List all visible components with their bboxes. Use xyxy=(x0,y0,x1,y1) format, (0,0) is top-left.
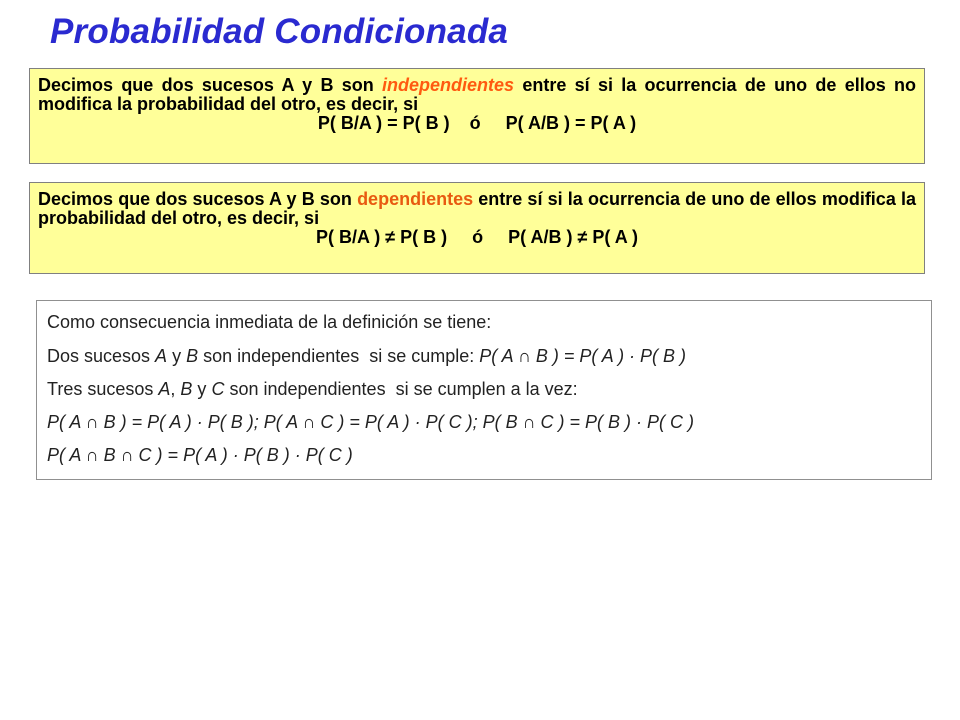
text-segment: y xyxy=(167,346,187,366)
formula-triple xyxy=(47,439,921,472)
event-b: B xyxy=(180,379,193,399)
text-segment: Dos sucesos xyxy=(47,346,156,366)
formula-pairwise xyxy=(47,406,921,439)
consequences-box xyxy=(36,300,932,480)
definition-rest: entre sí si la ocurrencia de uno de ellos no modifica la probabilidad del otro, es decir, si xyxy=(38,75,916,114)
event-a: A xyxy=(155,346,168,366)
definition-intro: Decimos que dos sucesos A y B son xyxy=(38,189,358,209)
consequence-two-events xyxy=(47,340,921,373)
text-segment: son independientes si se cumple: xyxy=(198,346,480,366)
definition-intro: Decimos que dos sucesos A y B son xyxy=(38,75,383,95)
text-segment: Tres sucesos xyxy=(47,379,159,399)
event-c: C xyxy=(211,379,225,399)
formula-dependientes: P( B/A ) ≠ P( B ) ó P( A/B ) ≠ P( A ) xyxy=(315,227,639,247)
definition-text-independientes xyxy=(38,76,916,114)
text-segment: , xyxy=(170,379,181,399)
formula-two-events: P( A ∩ B ) = P( A ) · P( B ) xyxy=(479,346,687,366)
text-segment: son independientes si se cumplen a la vez: xyxy=(224,379,578,399)
keyword-independientes: independientes xyxy=(382,75,515,95)
formula-pairwise-text: P( A ∩ B ) = P( A ) · P( B ); P( A ∩ C ) = P( A ) · P( C ); P( B ∩ C ) = P( B ) · P( C ) xyxy=(47,412,695,432)
definition-text-dependientes xyxy=(38,190,916,228)
page-title: Probabilidad Condicionada xyxy=(50,12,509,51)
definition-rest: entre sí si la ocurrencia de uno de ellos modifica la probabilidad del otro, es decir, si xyxy=(38,189,917,228)
text-segment: y xyxy=(192,379,212,399)
formula-independientes: P( B/A ) = P( B ) ó P( A/B ) = P( A ) xyxy=(317,113,637,133)
formula-triple-text: P( A ∩ B ∩ C ) = P( A ) · P( B ) · P( C ) xyxy=(47,445,353,465)
event-a: A xyxy=(158,379,171,399)
event-b: B xyxy=(186,346,199,366)
definition-box-dependientes xyxy=(29,182,925,274)
consequence-three-events xyxy=(47,373,921,406)
definition-box-independientes xyxy=(29,68,925,164)
consequence-intro: Como consecuencia inmediata de la definición se tiene: xyxy=(47,312,492,332)
keyword-dependientes: dependientes xyxy=(357,189,474,209)
